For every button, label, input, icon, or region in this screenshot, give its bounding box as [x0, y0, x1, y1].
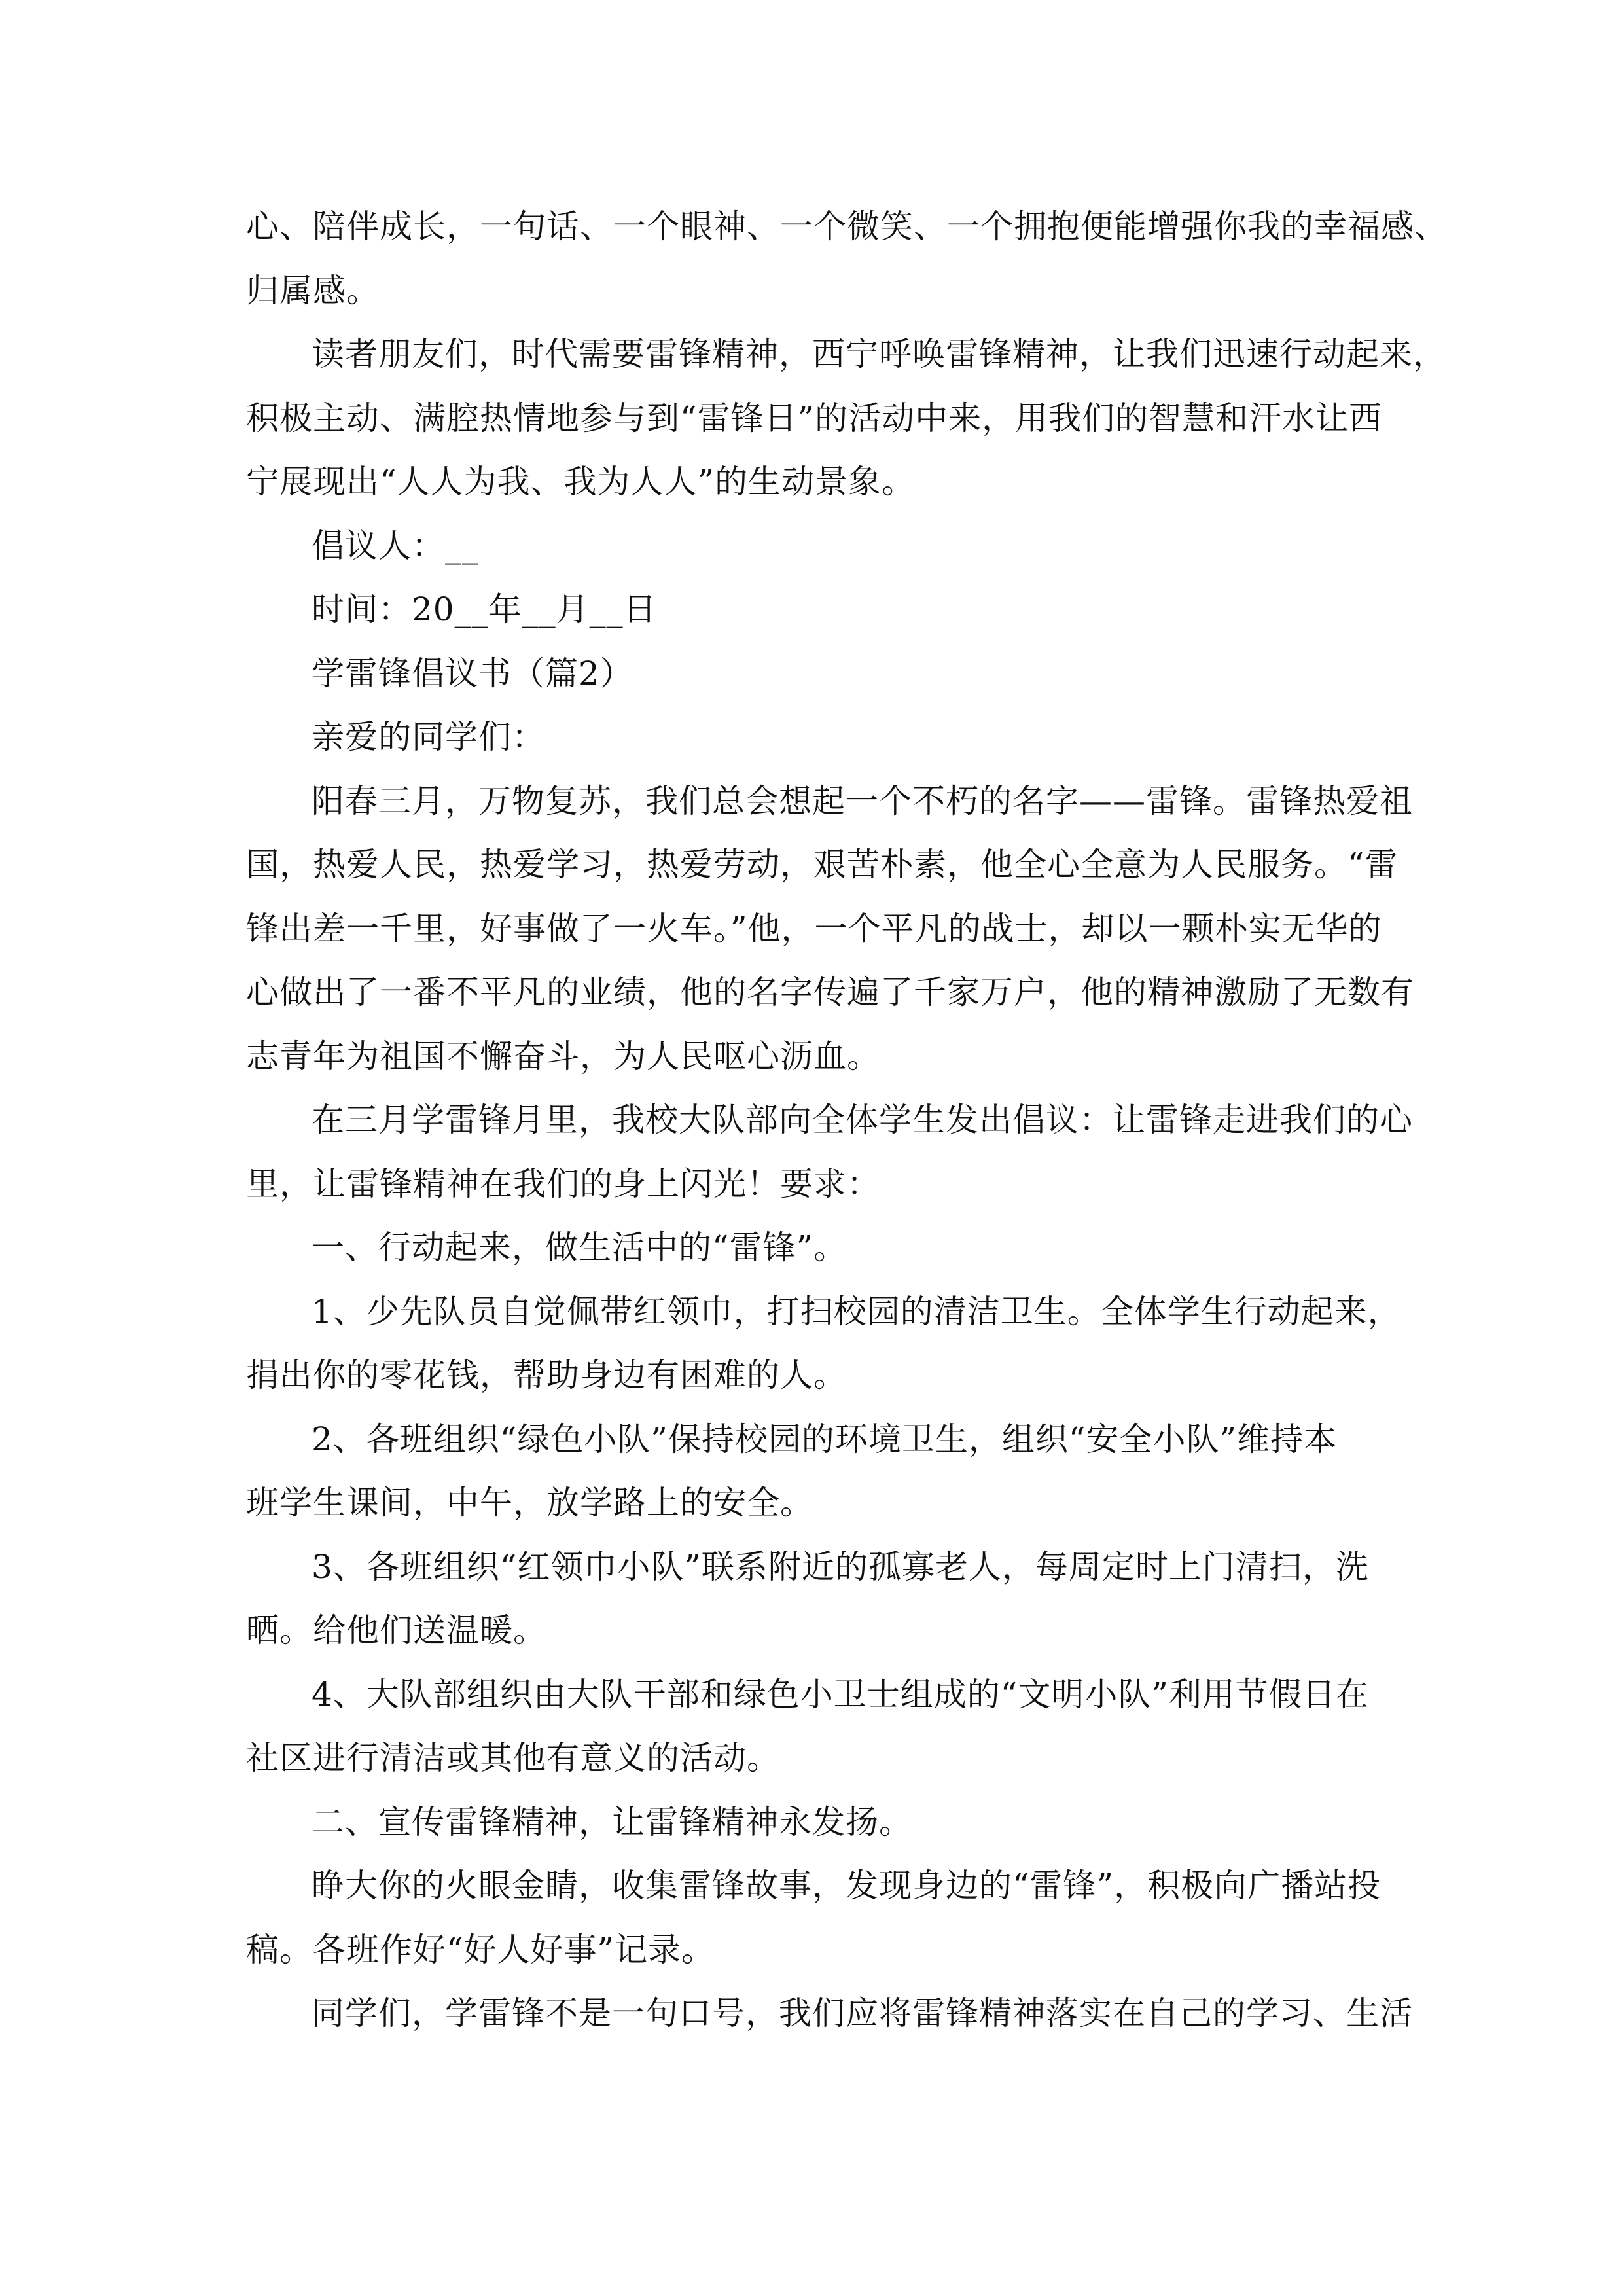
paragraph: [246, 195, 1448, 323]
paragraph: [246, 1408, 1424, 1535]
text-line: 读者朋友们，时代需要雷锋精神，西宁呼唤雷锋精神，让我们迅速行动起来，: [312, 335, 1446, 373]
text-line: 捐出你的零花钱，帮助身边有困难的人。: [246, 1356, 847, 1394]
text-line: 4、大队部组织由大队干部和绿色小卫士组成的“文明小队”利用节假日在: [312, 1675, 1369, 1713]
text-line: 2、各班组织“绿色小队”保持校园的环境卫生，组织“安全小队”维持本: [312, 1420, 1338, 1458]
text-line: 阳春三月，万物复苏，我们总会想起一个不朽的名字——雷锋。雷锋热爱祖: [312, 781, 1413, 820]
text-line: 3、各班组织“红领巾小队”联系附近的孤寡老人，每周定时上门清扫，洗: [312, 1547, 1369, 1586]
text-line: 锋出差一千里，好事做了一火车。”他，一个平凡的战士，却以一颗朴实无华的: [246, 909, 1382, 948]
text-line: 社区进行清洁或其他有意义的活动。: [246, 1739, 780, 1777]
text-line: 在三月学雷锋月里，我校大队部向全体学生发出倡议：让雷锋走进我们的心: [312, 1101, 1413, 1139]
text-line: 睁大你的火眼金睛，收集雷锋故事，发现身边的“雷锋”，积极向广播站投: [312, 1867, 1382, 1905]
text-line: 倡议人：__: [312, 526, 479, 565]
paragraph: [246, 706, 1424, 770]
paragraph: [246, 1791, 1424, 1855]
paragraph: [246, 770, 1424, 1089]
document-body: [246, 195, 1448, 2046]
text-line: 1、少先队员自觉佩带红领巾，打扫校园的清洁卫生。全体学生行动起来，: [312, 1292, 1401, 1331]
text-line: 志青年为祖国不懈奋斗，为人民呕心沥血。: [246, 1037, 880, 1075]
paragraph: [246, 1982, 1424, 2046]
paragraph: [246, 514, 1424, 579]
text-line: 晒。给他们送温暖。: [246, 1611, 546, 1649]
text-line: 积极主动、满腔热情地参与到“雷锋日”的活动中来，用我们的智慧和汗水让西: [246, 399, 1383, 437]
text-line: 同学们，学雷锋不是一句口号，我们应将雷锋精神落实在自己的学习、生活: [312, 1994, 1413, 2032]
paragraph: [246, 1535, 1424, 1663]
text-line: 归属感。: [246, 271, 380, 310]
paragraph: [246, 1280, 1424, 1408]
text-line: 稿。各班作好“好人好事”记录。: [246, 1930, 715, 1969]
text-line: 宁展现出“人人为我、我为人人”的生动景象。: [246, 463, 916, 501]
text-line: 亲爱的同学们：: [312, 718, 545, 756]
text-line: 心、陪伴成长，一句话、一个眼神、一个微笑、一个拥抱便能增强你我的幸福感、: [246, 207, 1448, 245]
text-line: 一、行动起来，做生活中的“雷锋”。: [312, 1229, 847, 1266]
text-line: 班学生课间，中午，放学路上的安全。: [246, 1484, 813, 1522]
paragraph: [246, 1854, 1424, 1982]
paragraph: [246, 642, 1424, 706]
text-line: 里，让雷锋精神在我们的身上闪光！要求：: [246, 1164, 880, 1203]
text-line: 心做出了一番不平凡的业绩，他的名字传遍了千家万户，他的精神激励了无数有: [246, 973, 1414, 1011]
text-line: 国，热爱人民，热爱学习，热爱劳动，艰苦朴素，他全心全意为人民服务。“雷: [246, 846, 1399, 884]
text-line: 二、宣传雷锋精神，让雷锋精神永发扬。: [312, 1803, 912, 1841]
paragraph: [246, 1216, 1424, 1280]
text-line: 时间：20__年__月__日: [312, 590, 657, 628]
paragraph: [246, 323, 1446, 514]
paragraph: [246, 1663, 1424, 1791]
paragraph: [246, 578, 1424, 642]
paragraph: [246, 1088, 1424, 1216]
text-line: 学雷锋倡议书（篇2）: [312, 654, 633, 692]
